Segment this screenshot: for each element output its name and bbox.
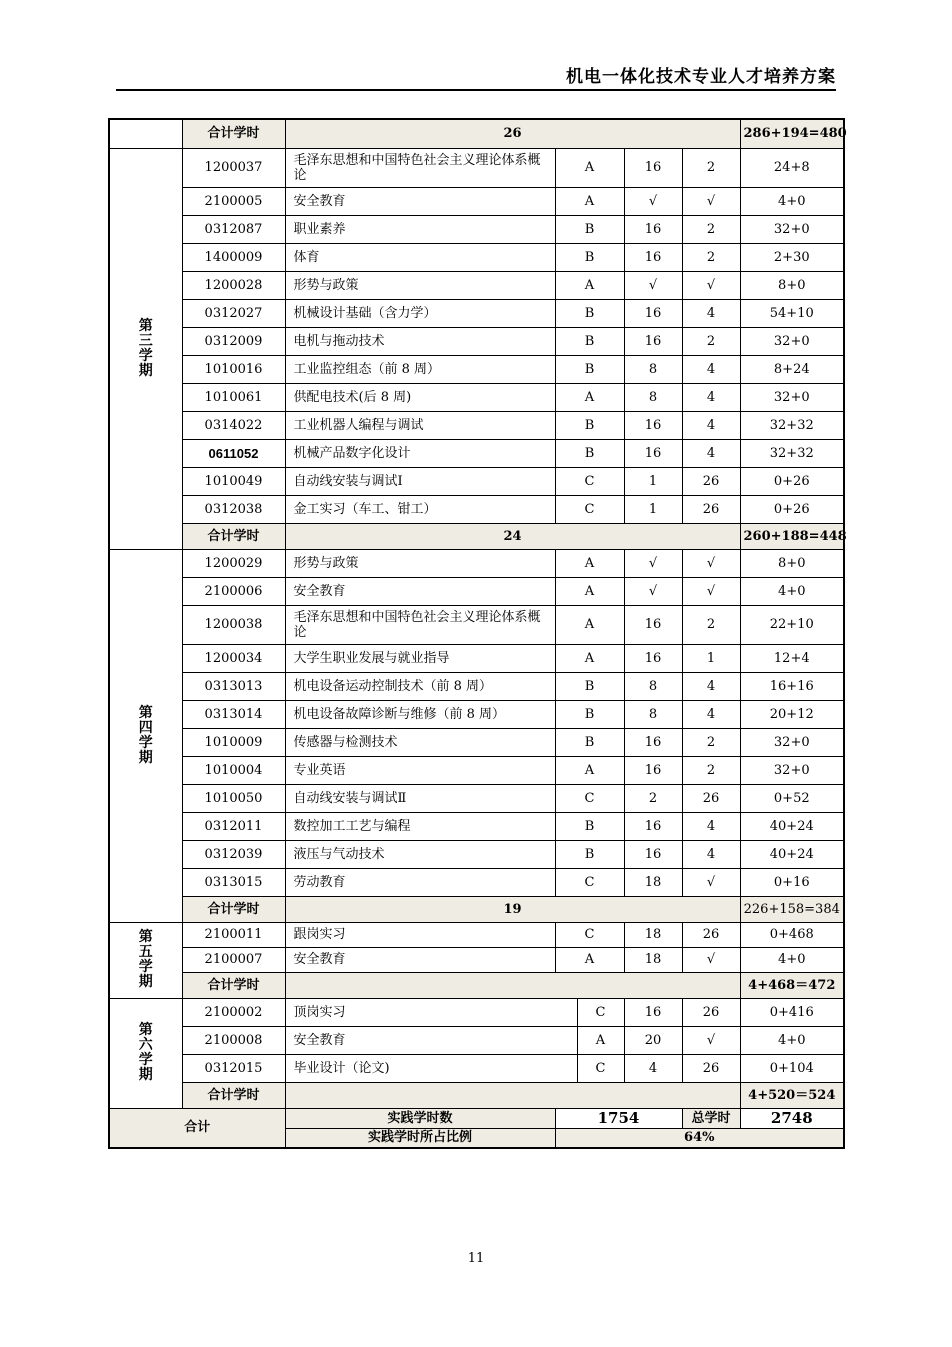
course-code: 0314022: [182, 411, 285, 439]
course-weekly-hours: √: [682, 947, 740, 972]
course-type: A: [577, 1026, 624, 1054]
course-code: 0312039: [182, 840, 285, 868]
course-row: [109, 998, 844, 1026]
course-type: A: [555, 947, 624, 972]
semester-label-char: 学: [138, 347, 153, 364]
course-row: [109, 439, 844, 467]
course-hours: 0+26: [740, 467, 844, 495]
course-weekly-hours: 2: [682, 215, 740, 243]
course-weekly-hours: √: [682, 868, 740, 896]
course-type: C: [555, 868, 624, 896]
total-hours-value: 2748: [740, 1108, 844, 1128]
course-hours: 32+0: [740, 327, 844, 355]
course-name: 安全教育: [285, 947, 555, 972]
course-row: [109, 243, 844, 271]
course-code: 2100011: [182, 922, 285, 947]
course-weekly-hours: 2: [682, 148, 740, 187]
grand-total-label: 合计: [109, 1108, 285, 1148]
course-code: 0313015: [182, 868, 285, 896]
course-row: [109, 784, 844, 812]
course-row: [109, 840, 844, 868]
subtotal-weeks: [285, 972, 740, 998]
subtotal-hours: 286+194=480: [740, 119, 844, 148]
subtotal-hours: 4+520＝524: [740, 1082, 844, 1108]
subtotal-hours: 226+158=384: [740, 896, 844, 922]
course-weekly-hours: 2: [682, 327, 740, 355]
course-weekly-hours: 2: [682, 605, 740, 644]
course-name: 大学生职业发展与就业指导: [285, 644, 555, 672]
blank-cell: [109, 119, 182, 148]
course-code: 1010016: [182, 355, 285, 383]
course-type: C: [555, 784, 624, 812]
course-type: B: [555, 411, 624, 439]
total-hours-label: 总学时: [682, 1108, 740, 1128]
course-row: [109, 947, 844, 972]
course-weekly-hours: 2: [682, 728, 740, 756]
course-type: A: [555, 756, 624, 784]
course-name: 形势与政策: [285, 271, 555, 299]
semester-label-char: 五: [138, 944, 153, 960]
course-hours: 16+16: [740, 672, 844, 700]
semester-label-char: 第: [138, 929, 153, 945]
subtotal-label: 合计学时: [182, 1082, 285, 1108]
course-code: 2100005: [182, 187, 285, 215]
subtotal-weeks: 26: [285, 119, 740, 148]
course-row: [109, 577, 844, 605]
course-code: 1200038: [182, 605, 285, 644]
course-code: 1400009: [182, 243, 285, 271]
subtotal-label: 合计学时: [182, 896, 285, 922]
course-row: [109, 467, 844, 495]
course-type: A: [555, 605, 624, 644]
course-name: 安全教育: [285, 577, 555, 605]
course-code: 1200028: [182, 271, 285, 299]
course-row: [109, 728, 844, 756]
course-weeks: 16: [624, 728, 682, 756]
course-row: [109, 1054, 844, 1082]
course-weeks: 8: [624, 355, 682, 383]
course-weeks: 16: [624, 998, 682, 1026]
course-code: 1010049: [182, 467, 285, 495]
course-weekly-hours: √: [682, 271, 740, 299]
course-code: 0312015: [182, 1054, 285, 1082]
course-code: 1010009: [182, 728, 285, 756]
course-weeks: 8: [624, 672, 682, 700]
course-type: A: [555, 271, 624, 299]
course-weekly-hours: 4: [682, 299, 740, 327]
course-weeks: 16: [624, 756, 682, 784]
course-type: C: [577, 998, 624, 1026]
course-weeks: 18: [624, 868, 682, 896]
course-hours: 54+10: [740, 299, 844, 327]
course-weeks: 16: [624, 411, 682, 439]
course-weekly-hours: 4: [682, 840, 740, 868]
course-name: 机电设备故障诊断与维修（前 8 周）: [285, 700, 555, 728]
course-weekly-hours: √: [682, 1026, 740, 1054]
course-hours: 32+0: [740, 383, 844, 411]
course-type: A: [555, 549, 624, 577]
course-hours: 0+468: [740, 922, 844, 947]
course-row: [109, 700, 844, 728]
document-header-title: 机电一体化技术专业人才培养方案: [566, 67, 836, 87]
course-type: B: [555, 728, 624, 756]
semester3-subtotal-row: [109, 523, 844, 549]
course-type: A: [555, 577, 624, 605]
course-name: 安全教育: [285, 187, 555, 215]
semester-label-char: 期: [138, 1067, 153, 1083]
course-type: C: [555, 495, 624, 523]
course-type: A: [555, 383, 624, 411]
course-weeks: 20: [624, 1026, 682, 1054]
semester6-subtotal-row: [109, 1082, 844, 1108]
course-weeks: 1: [624, 467, 682, 495]
course-weeks: √: [624, 549, 682, 577]
course-code: 2100008: [182, 1026, 285, 1054]
course-type: B: [555, 327, 624, 355]
course-weeks: 16: [624, 840, 682, 868]
course-hours: 32+32: [740, 439, 844, 467]
course-hours: 0+16: [740, 868, 844, 896]
course-code: 0312009: [182, 327, 285, 355]
course-type: B: [555, 243, 624, 271]
course-hours: 32+32: [740, 411, 844, 439]
header-divider: [116, 89, 836, 91]
semester-label-char: 第: [138, 704, 153, 721]
course-type: B: [555, 840, 624, 868]
course-type: C: [577, 1054, 624, 1082]
course-weeks: 18: [624, 947, 682, 972]
course-weekly-hours: 26: [682, 784, 740, 812]
course-type: C: [555, 922, 624, 947]
course-row: [109, 644, 844, 672]
course-weeks: 16: [624, 605, 682, 644]
course-hours: 0+104: [740, 1054, 844, 1082]
course-weeks: √: [624, 187, 682, 215]
course-row: [109, 812, 844, 840]
semester5-subtotal-row: [109, 972, 844, 998]
course-type: B: [555, 215, 624, 243]
subtotal-hours: 260+188=448: [740, 523, 844, 549]
practice-hours-value: 1754: [555, 1108, 682, 1128]
semester3-label: [109, 148, 182, 549]
subtotal-label: 合计学时: [182, 523, 285, 549]
course-weeks: 16: [624, 439, 682, 467]
course-code: 2100007: [182, 947, 285, 972]
course-row: [109, 495, 844, 523]
course-weeks: √: [624, 577, 682, 605]
course-hours: 8+24: [740, 355, 844, 383]
course-weeks: 18: [624, 922, 682, 947]
course-weeks: 16: [624, 644, 682, 672]
course-code: 0313013: [182, 672, 285, 700]
course-code: 0312011: [182, 812, 285, 840]
course-weekly-hours: 2: [682, 756, 740, 784]
course-hours: 20+12: [740, 700, 844, 728]
course-row: [109, 215, 844, 243]
course-weeks: 16: [624, 148, 682, 187]
course-code: 0611052: [182, 439, 285, 467]
course-hours: 32+0: [740, 215, 844, 243]
course-name: 液压与气动技术: [285, 840, 555, 868]
practice-hours-label: 实践学时数: [285, 1108, 555, 1128]
subtotal-weeks: [285, 1082, 740, 1108]
course-weeks: 16: [624, 243, 682, 271]
course-weekly-hours: 26: [682, 1054, 740, 1082]
semester5-label: [109, 922, 182, 998]
course-plan-table: [108, 118, 845, 1149]
course-hours: 8+0: [740, 271, 844, 299]
semester-label-char: 学: [138, 734, 153, 751]
course-hours: 40+24: [740, 840, 844, 868]
course-weekly-hours: 4: [682, 812, 740, 840]
course-hours: 0+26: [740, 495, 844, 523]
course-type: A: [555, 644, 624, 672]
course-row: [109, 605, 844, 644]
subtotal-label: 合计学时: [182, 119, 285, 148]
course-hours: 2+30: [740, 243, 844, 271]
course-name: 自动线安装与调试Ⅰ: [285, 467, 555, 495]
course-name: 顶岗实习: [285, 998, 577, 1026]
course-weekly-hours: 4: [682, 439, 740, 467]
semester4-label: [109, 549, 182, 922]
course-type: B: [555, 439, 624, 467]
subtotal-weeks: 24: [285, 523, 740, 549]
course-row: [109, 756, 844, 784]
semester-label-char: 三: [138, 332, 153, 349]
course-row: [109, 383, 844, 411]
course-name: 工业机器人编程与调试: [285, 411, 555, 439]
semester-label-char: 期: [138, 974, 153, 990]
course-hours: 0+52: [740, 784, 844, 812]
course-name: 劳动教育: [285, 868, 555, 896]
course-weekly-hours: √: [682, 549, 740, 577]
course-row: [109, 327, 844, 355]
course-row: [109, 922, 844, 947]
semester-label-char: 期: [138, 362, 153, 379]
course-weekly-hours: √: [682, 187, 740, 215]
course-hours: 4+0: [740, 947, 844, 972]
subtotal-label: 合计学时: [182, 972, 285, 998]
course-type: B: [555, 672, 624, 700]
course-name: 工业监控组态（前 8 周）: [285, 355, 555, 383]
course-row: [109, 148, 844, 187]
semester4-subtotal-row: [109, 896, 844, 922]
course-row: [109, 411, 844, 439]
course-row: [109, 271, 844, 299]
subtotal-weeks: 19: [285, 896, 740, 922]
course-code: 2100006: [182, 577, 285, 605]
course-weeks: 2: [624, 784, 682, 812]
course-weeks: 16: [624, 327, 682, 355]
course-weeks: 4: [624, 1054, 682, 1082]
course-weekly-hours: 1: [682, 644, 740, 672]
course-name: 形势与政策: [285, 549, 555, 577]
course-hours: 4+0: [740, 187, 844, 215]
course-name: 金工实习（车工、钳工）: [285, 495, 555, 523]
course-weekly-hours: 4: [682, 383, 740, 411]
course-weeks: √: [624, 271, 682, 299]
course-weekly-hours: 26: [682, 922, 740, 947]
course-name: 职业素养: [285, 215, 555, 243]
course-code: 1200029: [182, 549, 285, 577]
course-type: B: [555, 700, 624, 728]
course-row: [109, 187, 844, 215]
course-weekly-hours: 4: [682, 700, 740, 728]
course-row: [109, 868, 844, 896]
semester2-subtotal-row: [109, 119, 844, 148]
course-weeks: 8: [624, 700, 682, 728]
course-weeks: 16: [624, 812, 682, 840]
course-type: B: [555, 355, 624, 383]
course-code: 0312038: [182, 495, 285, 523]
course-name: 机械设计基础（含力学）: [285, 299, 555, 327]
course-type: A: [555, 187, 624, 215]
course-hours: 8+0: [740, 549, 844, 577]
page-number: 11: [467, 1251, 485, 1266]
course-code: 0312027: [182, 299, 285, 327]
semester-label-char: 四: [138, 719, 153, 736]
course-weekly-hours: 4: [682, 672, 740, 700]
course-weekly-hours: 4: [682, 411, 740, 439]
course-row: [109, 549, 844, 577]
course-weeks: 1: [624, 495, 682, 523]
course-weeks: 16: [624, 299, 682, 327]
course-name: 供配电技术(后 8 周): [285, 383, 555, 411]
course-hours: 22+10: [740, 605, 844, 644]
course-weekly-hours: 2: [682, 243, 740, 271]
course-code: 1010004: [182, 756, 285, 784]
course-weeks: 16: [624, 215, 682, 243]
course-hours: 32+0: [740, 728, 844, 756]
course-hours: 24+8: [740, 148, 844, 187]
course-weeks: 8: [624, 383, 682, 411]
semester-label-char: 第: [138, 1022, 153, 1038]
course-code: 1010050: [182, 784, 285, 812]
course-hours: 4+0: [740, 1026, 844, 1054]
course-name: 机械产品数字化设计: [285, 439, 555, 467]
course-code: 2100002: [182, 998, 285, 1026]
course-row: [109, 299, 844, 327]
course-hours: 4+0: [740, 577, 844, 605]
semester-label-char: 第: [138, 317, 153, 334]
course-row: [109, 1026, 844, 1054]
course-name: 数控加工工艺与编程: [285, 812, 555, 840]
semester6-label: [109, 998, 182, 1108]
semester-label-char: 期: [138, 749, 153, 766]
course-name: 自动线安装与调试Ⅱ: [285, 784, 555, 812]
course-type: A: [555, 148, 624, 187]
course-code: 1200037: [182, 148, 285, 187]
course-code: 0313014: [182, 700, 285, 728]
course-name: 专业英语: [285, 756, 555, 784]
course-hours: 0+416: [740, 998, 844, 1026]
semester-label-char: 学: [138, 959, 153, 975]
course-code: 1010061: [182, 383, 285, 411]
practice-ratio-label: 实践学时所占比例: [285, 1128, 555, 1148]
course-type: B: [555, 299, 624, 327]
course-weekly-hours: 26: [682, 467, 740, 495]
course-code: 0312087: [182, 215, 285, 243]
semester-label-char: 学: [138, 1052, 153, 1068]
course-type: B: [555, 812, 624, 840]
course-weekly-hours: 26: [682, 495, 740, 523]
course-weekly-hours: √: [682, 577, 740, 605]
course-weekly-hours: 26: [682, 998, 740, 1026]
course-name: 安全教育: [285, 1026, 577, 1054]
semester-label-char: 六: [138, 1037, 153, 1053]
course-type: C: [555, 467, 624, 495]
course-weekly-hours: 4: [682, 355, 740, 383]
course-name: 体育: [285, 243, 555, 271]
course-code: 1200034: [182, 644, 285, 672]
course-name: 毕业设计（论文): [285, 1054, 577, 1082]
course-name: 机电设备运动控制技术（前 8 周）: [285, 672, 555, 700]
course-name: 毛泽东思想和中国特色社会主义理论体系概论: [285, 605, 555, 644]
course-name: 毛泽东思想和中国特色社会主义理论体系概论: [285, 148, 555, 187]
course-name: 传感器与检测技术: [285, 728, 555, 756]
grand-total-row: [109, 1108, 844, 1128]
course-row: [109, 355, 844, 383]
practice-ratio-value: 64%: [555, 1128, 844, 1148]
course-hours: 32+0: [740, 756, 844, 784]
course-row: [109, 672, 844, 700]
course-hours: 12+4: [740, 644, 844, 672]
course-hours: 40+24: [740, 812, 844, 840]
course-name: 电机与拖动技术: [285, 327, 555, 355]
subtotal-hours: 4+468＝472: [740, 972, 844, 998]
course-name: 跟岗实习: [285, 922, 555, 947]
